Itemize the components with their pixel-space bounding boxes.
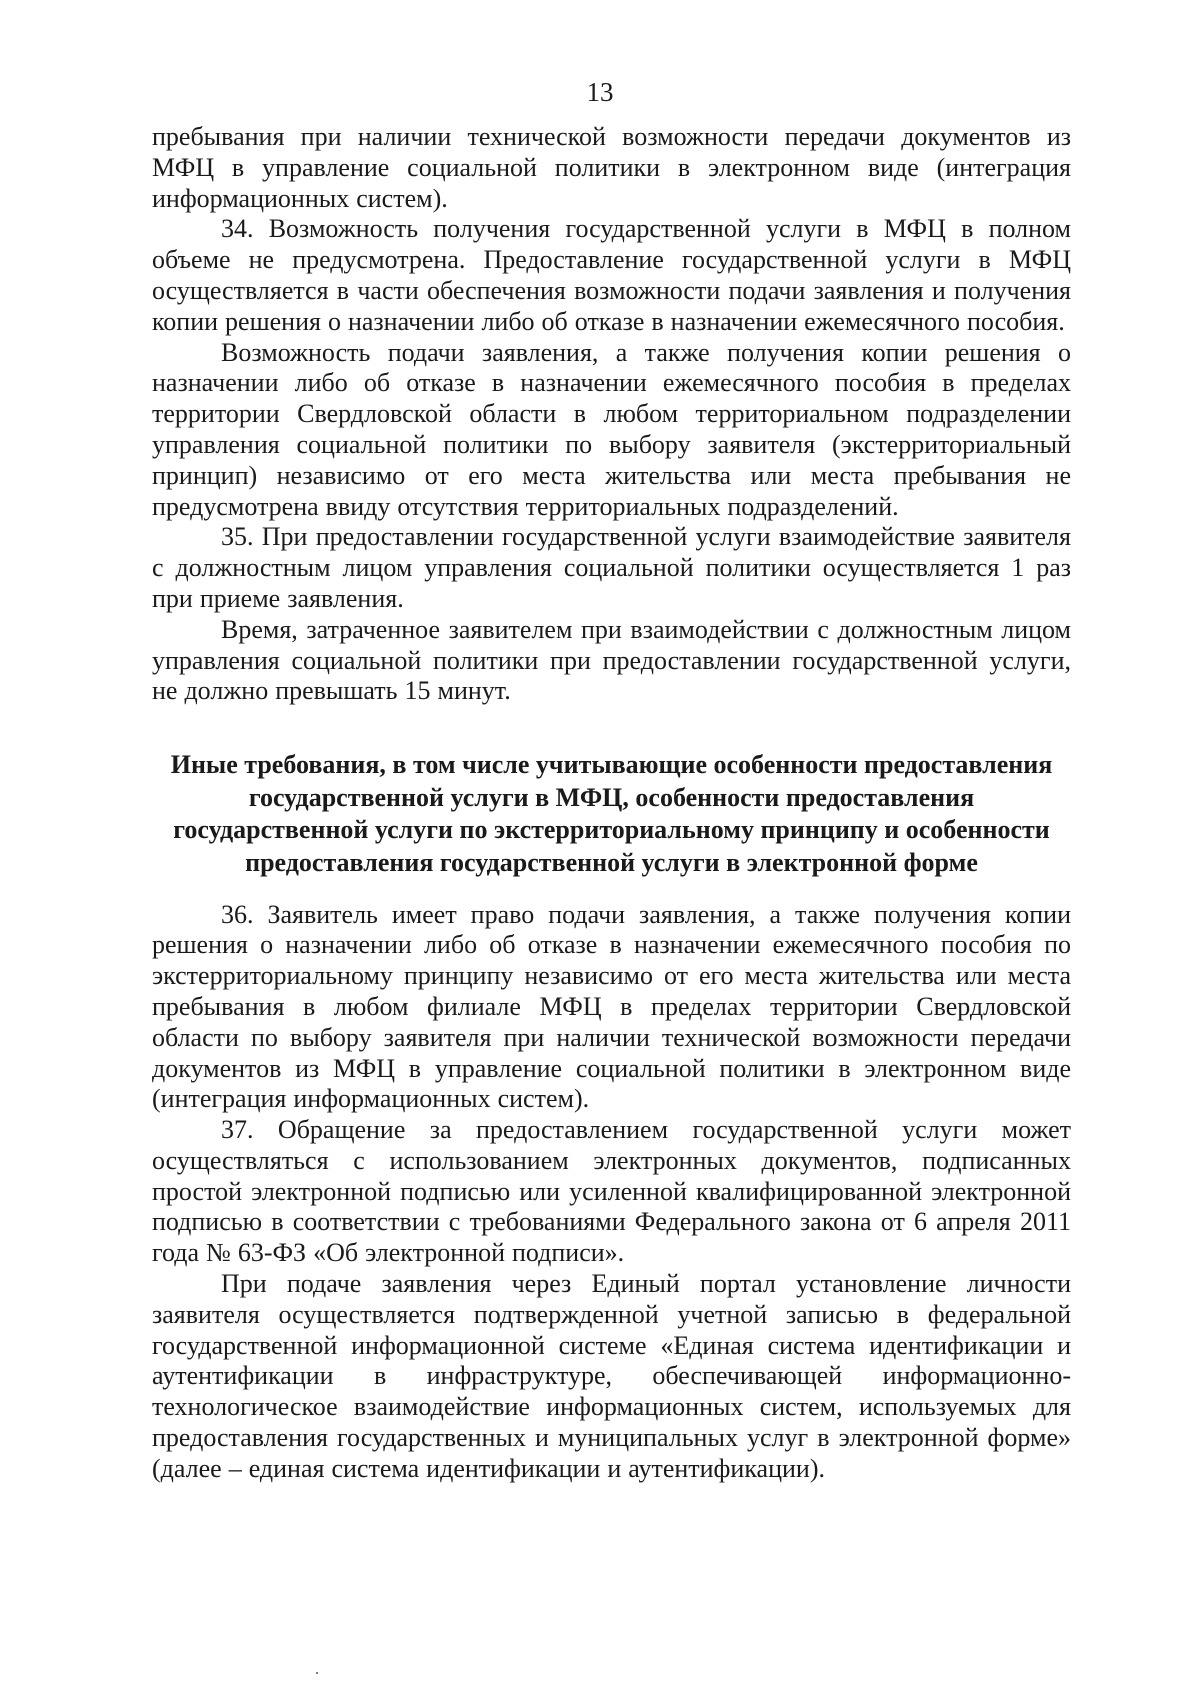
top-paragraphs [152,122,1071,707]
section-heading-line: государственной услуги по экстерриториальному принципу и особенности [173,815,1050,845]
scan-speck [316,1672,318,1674]
paragraph-35-time: Время, затраченное заявителем при взаимодействии с должностным лицом управления социальной политики при предоставлении государственной услуги, не должно превышать 15 минут. [152,614,1071,706]
paragraph-34-extraterritorial: Возможность подачи заявления, а также получения копии решения о назначении либо об отказе в назначении ежемесячного пособия в пределах территории Свердловской области в любом территориальном подразделении управления социальной политики по выбору заявителя (экстерриториальный принцип) независимо от его места жительства или места пребывания не предусмотрена ввиду отсутствия территориальных подразделений. [152,337,1071,521]
bottom-paragraphs [152,900,1071,1485]
page-number: 13 [586,77,614,107]
paragraph-36: 36. Заявитель имеет право подачи заявления, а также получения копии решения о назначении либо об отказе в назначении ежемесячного пособия по экстерриториальному принципу независимо от его места жительства или места пребывания в любом филиале МФЦ в пределах территории Свердловской области по выбору заявителя при наличии технической возможности передачи документов из МФЦ в управление социальной политики в электронном виде (интеграция информационных систем). [152,899,1071,1114]
paragraph-37-identification: При подаче заявления через Единый портал установление личности заявителя осуществляется подтвержденной учетной записью в федеральной государственной информационной системе «Единая система идентификации и аутентификации в инфраструктуре, обеспечивающей информационно-технологическое взаимодействие информационных систем, используемых для предоставления государственных и муниципальных услуг в электронной форме» (далее – единая система идентификации и аутентификации). [152,1269,1071,1483]
document-body [152,122,1071,1485]
paragraph-35: 35. При предоставлении государственной услуги взаимодействие заявителя с должностным лицом управления социальной политики осуществляется 1 раз при приеме заявления. [152,522,1071,613]
section-heading-line: государственной услуги в МФЦ, особенности предоставления [248,782,975,812]
section-heading-line: предоставления государственной услуги в электронной форме [245,847,978,877]
paragraph-34: 34. Возможность получения государственной услуги в МФЦ в полном объеме не предусмотрена. Предоставление государственной услуги в МФЦ осуществляется в части обеспечения возможности подачи заявления и получения копии решения о назначении либо об отказе в назначении ежемесячного пособия. [152,214,1071,336]
paragraph-37: 37. Обращение за предоставлением государственной услуги может осуществляться с использованием электронных документов, подписанных простой электронной подписью или усиленной квалифицированной электронной подписью в соответствии с требованиями Федерального закона от 6 апреля 2011 года № 63-ФЗ «Об электронной подписи». [152,1115,1071,1268]
paragraph-continuation: пребывания при наличии технической возможности передачи документов из МФЦ в управление социальной политики в электронном виде (интеграция информационных систем). [152,122,1071,213]
section-heading-line: Иные требования, в том числе учитывающие особенности предоставления [170,750,1053,780]
section-heading [152,749,1071,879]
